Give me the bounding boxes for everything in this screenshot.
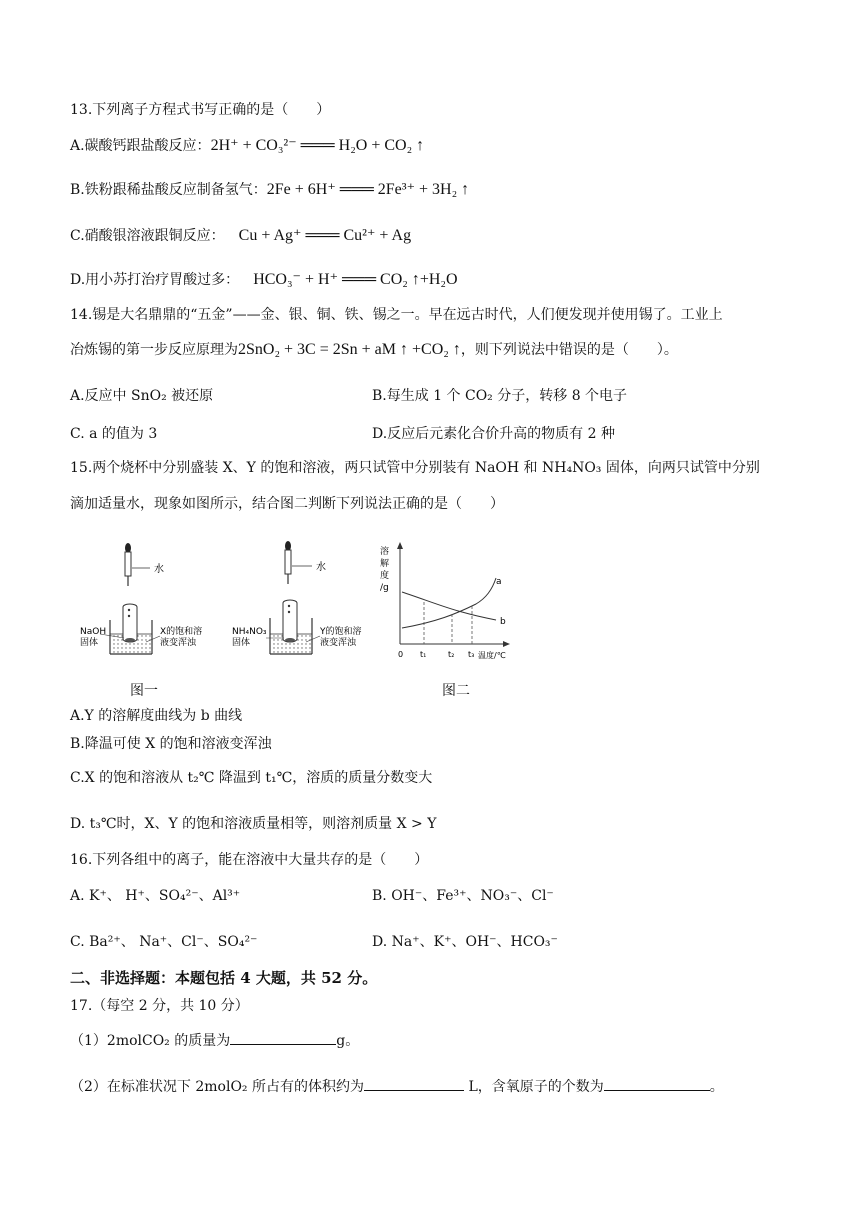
q14-line2-post: ，则下列说法中错误的是（ ）。 (460, 342, 678, 358)
q14-line2 (70, 340, 678, 360)
figure-2-solubility-chart (376, 540, 516, 666)
answer-blank-3[interactable] (604, 1076, 710, 1091)
q16-option-d: D. Na⁺、K⁺、OH⁻、HCO₃⁻ (372, 934, 558, 950)
solid-label-right: NH₄NO₃ (232, 627, 267, 637)
y-label-1: 溶 (380, 547, 390, 557)
y-label-4: /g (380, 583, 389, 593)
q16-option-a: A. K⁺、 H⁺、SO₄²⁻、Al³⁺ (70, 888, 241, 904)
q17-part2-pre: （2）在标准状况下 2molO₂ 所占有的体积约为 (70, 1079, 364, 1095)
desc-label-left-2: 液变浑浊 (160, 638, 197, 648)
q13-stem: 13.下列离子方程式书写正确的是（ ） (70, 102, 331, 118)
q13-option-b (70, 180, 469, 200)
desc-label-left: X的饱和溶 (160, 627, 203, 637)
water-label-right: 水 (316, 562, 326, 573)
q16-option-c: C. Ba²⁺、 Na⁺、Cl⁻、SO₄²⁻ (70, 934, 258, 950)
dropper-right (285, 541, 312, 584)
q13-d-label: D.用小苏打治疗胃酸过多： (70, 272, 240, 288)
q17-part2 (70, 1076, 724, 1097)
q13-a-label: A.碳酸钙跟盐酸反应： (70, 138, 211, 154)
q17-stem: 17.（每空 2 分，共 10 分） (70, 998, 249, 1014)
q14-option-b: B.每生成 1 个 CO₂ 分子，转移 8 个电子 (372, 388, 628, 404)
q17-part1-pre: （1）2molCO₂ 的质量为 (70, 1033, 231, 1049)
curve-b-label: b (500, 617, 506, 627)
q15-option-c: C.X 的饱和溶液从 t₂℃ 降温到 t₁℃，溶质的质量分数变大 (70, 770, 433, 786)
q17-part2-post: 。 (709, 1079, 724, 1095)
q14-line1: 14.锡是大名鼎鼎的“五金”——金、银、铜、铁、锡之一。早在远古时代，人们便发现并使用锡了。工业上 (70, 307, 723, 323)
origin-label: 0 (398, 650, 404, 659)
figure-1-caption: 图一 (130, 683, 158, 699)
curve-a-label: a (496, 577, 502, 587)
q13-option-c (70, 226, 411, 246)
beaker-right (270, 600, 312, 654)
figure-2-caption: 图二 (442, 683, 470, 699)
q13-c-label: C.硝酸银溶液跟铜反应： (70, 228, 225, 244)
tick-t1: t₁ (420, 650, 427, 659)
q15-line1: 15.两个烧杯中分别盛装 X、Y 的饱和溶液，两只试管中分别装有 NaOH 和 NH₄NO₃ 固体，向两只试管中分别 (70, 460, 760, 476)
q14-option-c: C. a 的值为 3 (70, 426, 158, 442)
q13-c-equation: Cu + Ag⁺ ═══ Cu²⁺ + Ag (238, 227, 412, 244)
section-2-heading: 二、非选择题：本题包括 4 大题，共 52 分。 (70, 969, 378, 987)
tick-t3: t₃ (468, 650, 475, 659)
answer-blank-2[interactable] (364, 1076, 464, 1091)
answer-blank-1[interactable] (230, 1030, 336, 1045)
y-label-2: 解 (380, 559, 390, 569)
q13-option-a (70, 136, 424, 156)
q13-a-equation: 2H⁺ + CO₃²⁻ ═══ H₂O + CO₂ ↑ (210, 137, 425, 154)
q13-b-label: B.铁粉跟稀盐酸反应制备氢气： (70, 182, 267, 198)
q15-option-b: B.降温可使 X 的饱和溶液变浑浊 (70, 736, 272, 752)
q16-option-b: B. OH⁻、Fe³⁺、NO₃⁻、Cl⁻ (372, 888, 554, 904)
solid-label-left: NaOH (80, 627, 107, 637)
desc-label-right-2: 液变浑浊 (320, 638, 357, 648)
q17-part1 (70, 1030, 359, 1051)
q17-part1-post: g。 (336, 1033, 360, 1049)
q13-b-equation: 2Fe + 6H⁺ ═══ 2Fe³⁺ + 3H₂ ↑ (266, 181, 470, 198)
q15-option-d: D. t₃℃时，X、Y 的饱和溶液质量相等，则溶剂质量 X > Y (70, 816, 437, 832)
figure-1-apparatus (76, 538, 386, 668)
q17-part2-mid: L，含氧原子的个数为 (464, 1079, 604, 1095)
solid-label-left-2: 固体 (80, 638, 99, 648)
q14-equation: 2SnO₂ + 3C = 2Sn + aM ↑ +CO₂ ↑ (238, 341, 461, 358)
q15-option-a: A.Y 的溶解度曲线为 b 曲线 (70, 708, 243, 724)
beaker-left (110, 604, 152, 654)
solid-label-right-2: 固体 (232, 638, 251, 648)
q15-line2: 滴加适量水，现象如图所示，结合图二判断下列说法正确的是（ ） (70, 496, 504, 512)
curve-a (402, 578, 496, 628)
q13-option-d (70, 270, 458, 290)
q13-d-equation: HCO₃⁻ + H⁺ ═══ CO₂ ↑+H₂O (253, 271, 458, 288)
q14-line2-pre: 冶炼锡的第一步反应原理为 (70, 342, 238, 358)
tick-t2: t₂ (448, 650, 455, 659)
q14-option-a: A.反应中 SnO₂ 被还原 (70, 388, 214, 404)
x-axis-label: 温度/℃ (478, 651, 506, 660)
q16-stem: 16.下列各组中的离子，能在溶液中大量共存的是（ ） (70, 852, 429, 868)
water-label-left: 水 (154, 564, 164, 575)
dropper-left (125, 543, 150, 586)
y-label-3: 度 (380, 571, 390, 581)
desc-label-right: Y的饱和溶 (320, 627, 362, 637)
q14-option-d: D.反应后元素化合价升高的物质有 2 种 (372, 426, 615, 442)
